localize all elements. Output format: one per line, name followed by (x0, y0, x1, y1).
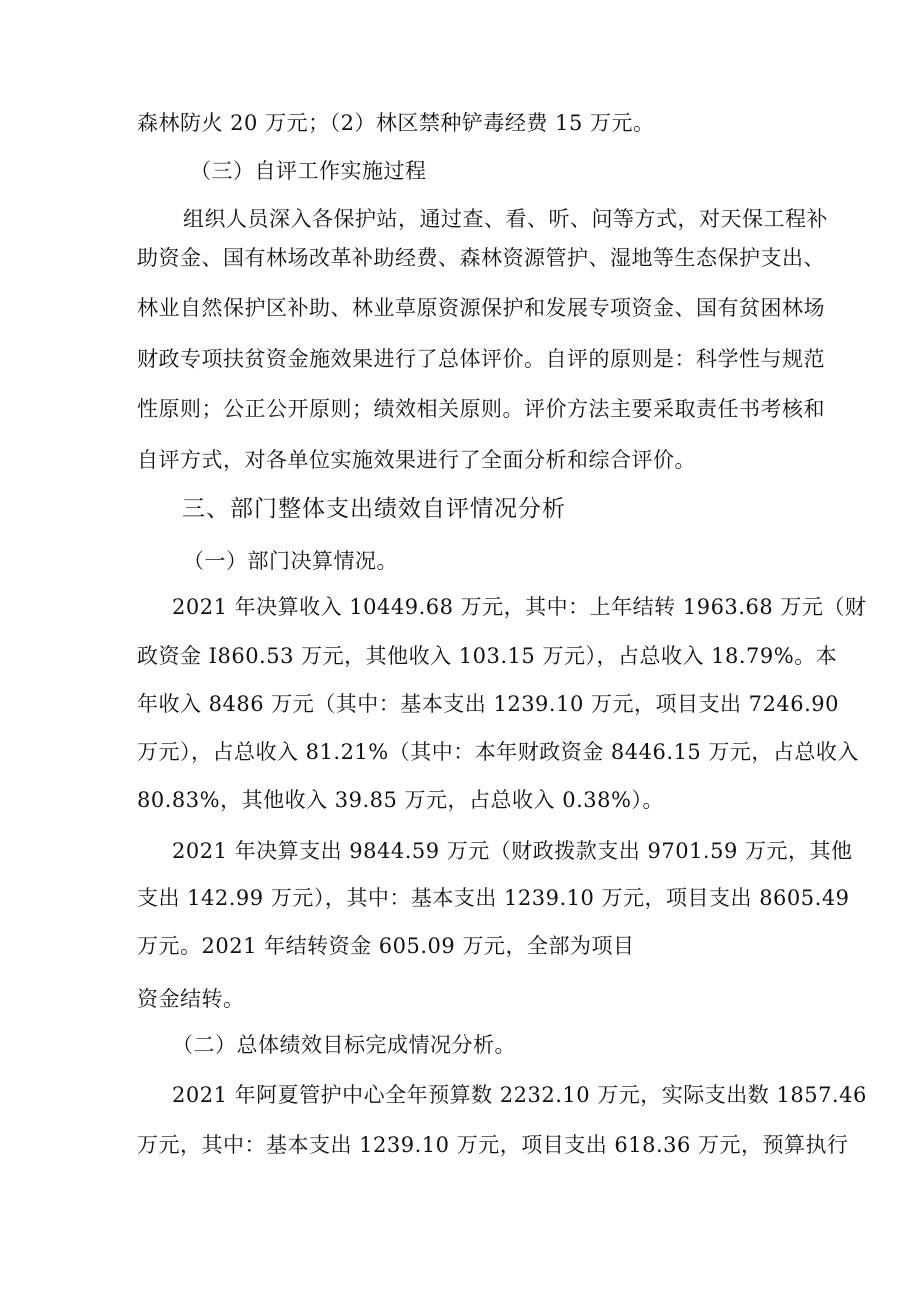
text-line-19: 资金结转。 (137, 987, 245, 1011)
section-heading-3: 三、部门整体支出绩效自评情况分析 (182, 496, 566, 522)
text-line-8: 自评方式，对各单位实施效果进行了全面分析和综合评价。 (137, 448, 696, 472)
text-line-5: 林业自然保护区补助、林业草原资源保护和发展专项资金、国有贫困林场 (137, 296, 825, 320)
section-subheading-3: （三）自评工作实施过程 (190, 159, 427, 183)
text-line-17: 支出 142.99 万元），其中：基本支出 1239.10 万元，项目支出 8605.49 (137, 886, 850, 910)
text-line-13: 年收入 8486 万元（其中：基本支出 1239.10 万元，项目支出 7246.90 (137, 692, 839, 716)
text-line-3: 组织人员深入各保护站，通过查、看、听、问等方式，对天保工程补 (183, 207, 828, 231)
section-subheading-1: （一）部门决算情况。 (183, 549, 398, 573)
text-line-12: 政资金 I860.53 万元，其他收入 103.15 万元），占总收入 18.79%。本 (137, 644, 838, 668)
text-line-11: 2021 年决算收入 10449.68 万元，其中：上年结转 1963.68 万元（财 (172, 595, 867, 619)
text-line-6: 财政专项扶贫资金施效果进行了总体评价。自评的原则是：科学性与规范 (137, 347, 825, 371)
text-line-15: 80.83%，其他收入 39.85 万元，占总收入 0.38%）。 (137, 788, 664, 812)
text-line-22: 万元，其中：基本支出 1239.10 万元，项目支出 618.36 万元，预算执行 (137, 1133, 849, 1157)
text-line-4: 助资金、国有林场改革补助经费、森林资源管护、湿地等生态保护支出、 (137, 246, 825, 270)
text-line-16: 2021 年决算支出 9844.59 万元（财政拨款支出 9701.59 万元，其他 (172, 839, 853, 863)
text-line-21: 2021 年阿夏管护中心全年预算数 2232.10 万元，实际支出数 1857.46 (172, 1083, 867, 1107)
text-line-1: 森林防火 20 万元；（2）林区禁种铲毒经费 15 万元。 (137, 111, 655, 135)
text-line-7: 性原则；公正公开原则；绩效相关原则。评价方法主要采取责任书考核和 (137, 397, 825, 421)
section-subheading-2: （二）总体绩效目标完成情况分析。 (172, 1033, 516, 1057)
text-line-14: 万元），占总收入 81.21%（其中：本年财政资金 8446.15 万元，占总收入 (137, 740, 859, 764)
text-line-18: 万元。2021 年结转资金 605.09 万元，全部为项目 (137, 934, 635, 958)
